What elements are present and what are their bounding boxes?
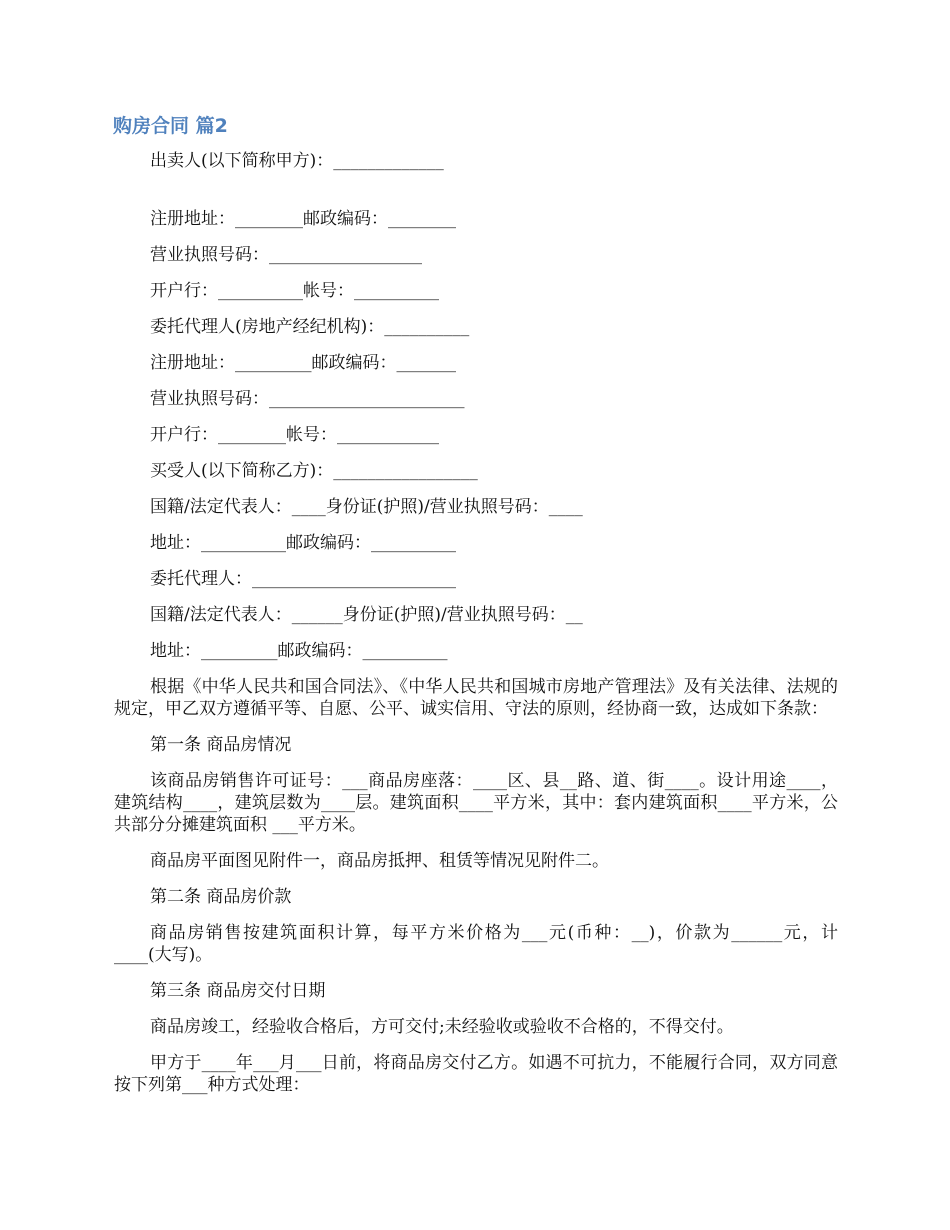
paragraph-agent-license: 营业执照号码：_______________________ bbox=[150, 389, 465, 409]
paragraph-buyer-agent: 委托代理人：________________________ bbox=[150, 569, 456, 589]
article-3-delivery-date: 甲方于____年___月___日前，将商品房交付乙方。如遇不可抗力，不能履行合同，双方同意按下列第___种方式处理： bbox=[114, 1053, 838, 1095]
article-3-heading: 第三条 商品房交付日期 bbox=[150, 981, 326, 1001]
paragraph-seller-bank: 开户行：__________帐号：__________ bbox=[150, 281, 439, 301]
document-body bbox=[114, 150, 838, 1110]
paragraph-buyer-agent-nationality: 国籍/法定代表人：______身份证(护照)/营业执照号码：__ bbox=[150, 605, 583, 625]
article-3-acceptance: 商品房竣工，经验收合格后，方可交付;未经验收或验收不合格的，不得交付。 bbox=[150, 1017, 734, 1037]
paragraph-seller-license: 营业执照号码：__________________ bbox=[150, 245, 422, 265]
paragraph-buyer-address: 地址：__________邮政编码：__________ bbox=[150, 533, 456, 553]
paragraph-legal-basis: 根据《中华人民共和国合同法》、《中华人民共和国城市房地产管理法》及有关法律、法规的规定，甲乙双方遵循平等、自愿、公平、诚实信用、守法的原则，经协商一致，达成如下条款： bbox=[114, 677, 838, 719]
paragraph-seller-agent: 委托代理人(房地产经纪机构)：__________ bbox=[150, 317, 470, 337]
paragraph-seller: 出卖人(以下简称甲方)：_____________ bbox=[150, 151, 444, 171]
article-2-price: 商品房销售按建筑面积计算，每平方米价格为___元(币种：__)，价款为______元，计____(大写)。 bbox=[114, 923, 838, 965]
paragraph-agent-bank: 开户行：________帐号：____________ bbox=[150, 425, 439, 445]
article-1-details: 该商品房销售许可证号：___商品房座落：____区、县__路、道、街____。设计用途____，建筑结构____，建筑层数为____层。建筑面积____平方米，其中：套内建筑面积____平方米，公共部分分摊建筑面积 ___平方米。 bbox=[114, 771, 838, 835]
paragraph-seller-address: 注册地址：________邮政编码：________ bbox=[150, 209, 456, 229]
paragraph-buyer-nationality: 国籍/法定代表人：____身份证(护照)/营业执照号码：____ bbox=[150, 497, 583, 517]
article-1-attachments: 商品房平面图见附件一，商品房抵押、租赁等情况见附件二。 bbox=[150, 851, 609, 871]
article-2-heading: 第二条 商品房价款 bbox=[150, 887, 292, 907]
page-title: 购房合同 篇2 bbox=[113, 115, 228, 137]
paragraph-buyer-agent-address: 地址：_________邮政编码：__________ bbox=[150, 641, 448, 661]
article-1-heading: 第一条 商品房情况 bbox=[150, 735, 292, 755]
paragraph-buyer: 买受人(以下简称乙方)：_________________ bbox=[150, 461, 478, 481]
paragraph-agent-address: 注册地址：_________邮政编码：_______ bbox=[150, 353, 456, 373]
